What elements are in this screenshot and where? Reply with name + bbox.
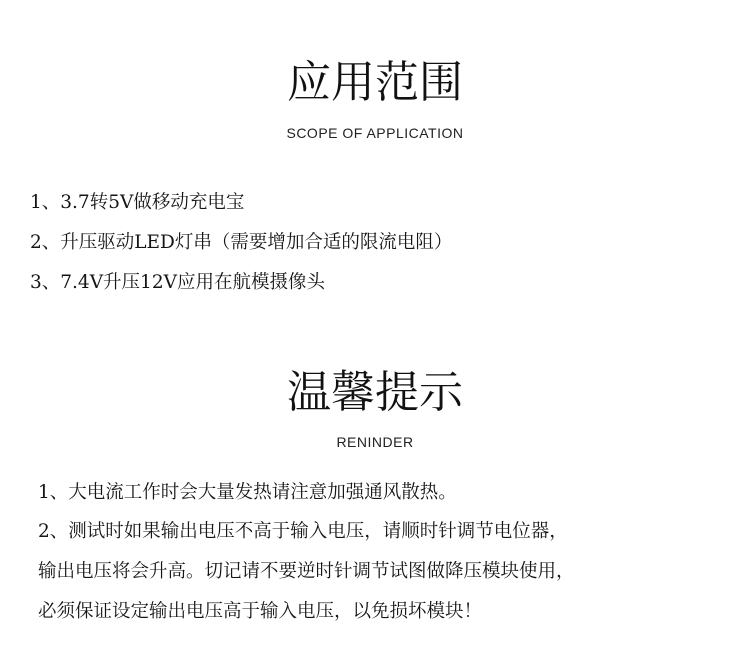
application-item: 1、3.7转5V做移动充电宝 [30,192,245,213]
application-title: 应用范围 [287,57,463,108]
application-item: 2、升压驱动LED灯串（需要增加合适的限流电阻） [30,232,453,253]
application-item: 3、7.4V升压12V应用在航模摄像头 [30,272,325,293]
reminder-line: 1、大电流工作时会大量发热请注意加强通风散热。 [38,482,457,503]
reminder-line: 必须保证设定输出电压高于输入电压，以免损坏模块！ [38,601,483,622]
reminder-title: 温馨提示 [287,367,463,418]
reminder-line: 输出电压将会升高。切记请不要逆时针调节试图做降压模块使用， [38,561,575,582]
reminder-line: 2、测试时如果输出电压不高于输入电压，请顺时针调节电位器， [38,521,568,542]
reminder-subtitle: RENINDER [336,434,414,450]
application-subtitle: SCOPE OF APPLICATION [286,125,464,141]
